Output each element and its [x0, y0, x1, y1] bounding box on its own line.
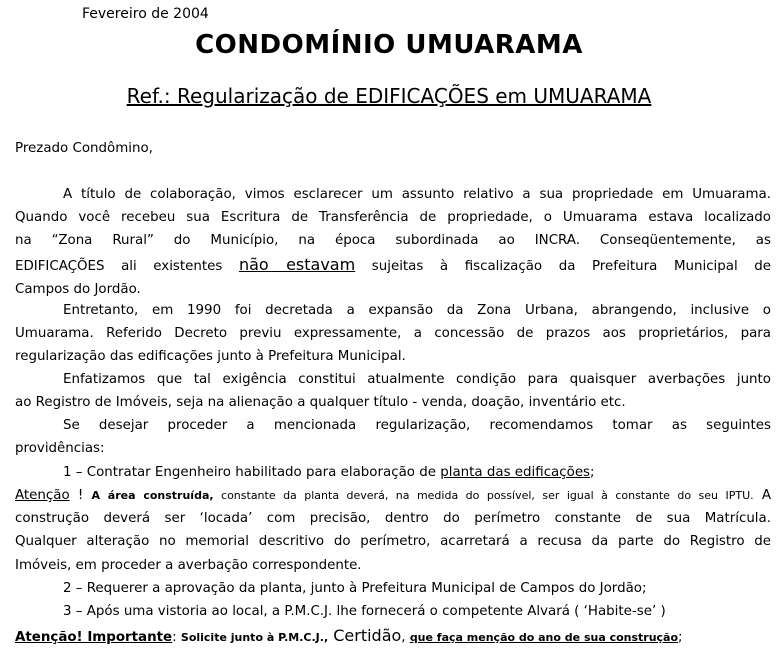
paragraph-4 — [15, 414, 771, 460]
paragraph-1-line-4-end: sujeitas à fiscalização da Prefeitura Municipal de — [371, 258, 772, 274]
attention-line-2: construção deverá ser ‘locada’ com precisão, dentro do perímetro constante de sua Matrícula. — [15, 511, 771, 527]
paragraph-1-line-4 — [15, 253, 771, 278]
attention-bang: ! — [69, 488, 92, 503]
attention-line-4: Imóveis, em proceder a averbação correspondente. — [15, 557, 362, 573]
attention-line-3: Qualquer alteração no memorial descritivo do perímetro, acarretará a recusa da parte do Registro de — [15, 534, 771, 550]
attention-line-1 — [15, 484, 771, 507]
item-1-end: ; — [590, 465, 595, 480]
document-title: CONDOMÍNIO UMUARAMA — [195, 30, 583, 60]
list-item-2: 2 – Requerer a aprovação da planta, junto à Prefeitura Municipal de Campos do Jordão; — [63, 581, 647, 596]
nao-estavam-text: não estavam — [238, 254, 356, 274]
attention-line-1-end: A — [753, 488, 772, 503]
greeting: Prezado Condômino, — [15, 141, 153, 156]
important-comma: , — [401, 630, 410, 645]
paragraph-1-line-2: Quando você recebeu sua Escritura de Transferência de propriedade, o Umuarama estava localizado — [15, 210, 771, 226]
attention-label: Atenção — [15, 488, 70, 503]
list-item-1 — [15, 461, 771, 484]
important-small-1: Solicite junto à P.M.C.J., — [180, 631, 329, 644]
edificacoes-text: EDIFICAÇÕES ali existentes — [15, 258, 223, 274]
important-label: Atenção! Importante — [15, 630, 173, 645]
important-end: ; — [678, 630, 683, 645]
paragraph-2-line-1: Entretanto, em 1990 foi decretada a expansão da Zona Urbana, abrangendo, inclusive o — [63, 303, 771, 318]
paragraph-3-line-2: ao Registro de Imóveis, seja na alienação a qualquer título - venda, doação, inventário etc. — [15, 395, 626, 411]
paragraph-2-line-3: regularização das edificações junto à Prefeitura Municipal. — [15, 349, 406, 365]
document-reference — [0, 84, 778, 108]
paragraph-4-line-2: providências: — [15, 441, 105, 457]
paragraph-1-line-3: na “Zona Rural” do Município, na época subordinada ao INCRA. Conseqüentemente, as — [15, 233, 771, 249]
planta-edificacoes-text: planta das edificações — [440, 465, 591, 480]
paragraph-3 — [15, 368, 771, 414]
list-item-3: 3 – Após uma vistoria ao local, a P.M.C.J. lhe fornecerá o competente Alvará ( ‘Habite-se’ ) — [63, 604, 666, 619]
certidao-text: Certidão — [328, 626, 402, 645]
important-colon: : — [172, 630, 181, 645]
paragraph-4-line-1: Se desejar proceder a mencionada regularização, recomendamos tomar as seguintes — [63, 418, 771, 433]
paragraph-2 — [15, 299, 771, 369]
paragraph-1-line-1: A título de colaboração, vimos esclarecer um assunto relativo a sua propriedade em Umuarama. — [63, 187, 771, 202]
attention-note — [15, 484, 771, 577]
area-construida-text: A área construída, — [91, 489, 214, 502]
item-1-text: 1 – Contratar Engenheiro habilitado para elaboração de — [63, 465, 441, 480]
paragraph-1 — [15, 183, 771, 301]
paragraph-1-line-5: Campos do Jordão. — [15, 281, 141, 297]
important-note — [15, 624, 771, 649]
reference-text: Ref.: Regularização de EDIFICAÇÕES em UMUARAMA — [126, 84, 652, 108]
attention-small-text: constante da planta deverá, na medida do possível, ser igual à constante do seu IPTU. — [213, 489, 754, 502]
document-date: Fevereiro de 2004 — [82, 6, 209, 22]
paragraph-3-line-1: Enfatizamos que tal exigência constitui atualmente condição para quaisquer averbações junto — [63, 372, 771, 387]
paragraph-2-line-2: Umuarama. Referido Decreto previu expressamente, a concessão de prazos aos proprietários, para — [15, 326, 771, 342]
important-small-2: que faça menção do ano de sua construção — [409, 631, 679, 644]
